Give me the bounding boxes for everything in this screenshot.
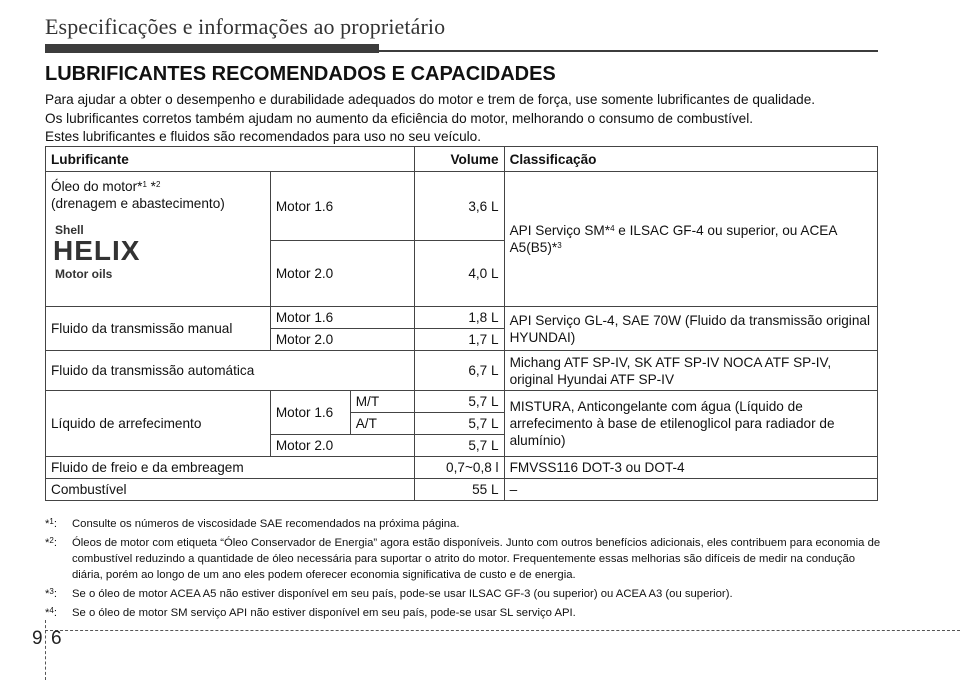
header-classification: Classificação [504,147,877,172]
volume-value: 1,7 L [414,329,504,351]
engine-label: Motor 2.0 [270,241,414,307]
footnote: *$^1$: Consulte os números de viscosidade SAE recomendados na próxima página. [45,517,460,530]
engine-label: Motor 2.0 [270,329,414,351]
classification-value: API Serviço SM*$^4$ e ILSAC GF-4 ou superior, ou ACEA A5(B5)*$^3$ [504,172,877,307]
footnotes [45,516,885,624]
volume-value: 5,7 L [414,413,504,435]
engine-label: Motor 1.6 [270,307,414,329]
volume-value: 5,7 L [414,435,504,457]
lubricant-label: Líquido de arrefecimento [46,391,271,457]
table-row [46,457,878,479]
classification-value: Michang ATF SP-IV, SK ATF SP-IV NOCA ATF SP-IV, original Hyundai ATF SP-IV [504,351,877,391]
lubricant-label: Fluido da transmissão automática [46,351,415,391]
section-title: LUBRIFICANTES RECOMENDADOS E CAPACIDADES [45,63,556,85]
classification-value: FMVSS116 DOT-3 ou DOT-4 [504,457,877,479]
lubricant-label: Combustível [46,479,415,501]
volume-value: 1,8 L [414,307,504,329]
table-row [46,307,878,329]
footnote: *$^2$: Óleos de motor com etiqueta “Óleo Conservador de Energia” agora estão disponíveis. Junto com outros benefícios adicionais, eles contribuem para economia de combustível reduzindo a quantidade de óleo necessária para suportar o atrito do motor. Frequentemente essas melhorias são difíceis de medir na condução diária, porém ao longo de um ano eles podem oferecer economia significativa de custo e de energia. [45,536,881,581]
footnote: *$^3$: Se o óleo de motor ACEA A5 não estiver disponível em seu país, pode-se usar ILSAC GF-3 (ou superior) ou ACEA A3 (ou superior). [45,587,733,600]
intro-line: Para ajudar a obter o desempenho e durabilidade adequados do motor e trem de força, use somente lubrificantes de qualidade. [45,92,816,107]
svg-text:HELIX: HELIX [53,235,141,266]
engine-label: Motor 1.6 [270,391,350,435]
engine-oil-sublabel: (drenagem e abastecimento) [51,196,225,211]
footnote: *$^4$: Se o óleo de motor SM serviço API não estiver disponível em seu país, pode-se usar SL serviço API. [45,606,576,619]
engine-label: Motor 1.6 [270,172,414,241]
header-lubricant: Lubrificante [46,147,415,172]
table-row [46,351,878,391]
classification-value: MISTURA, Anticongelante com água (Líquido de arrefecimento à base de etilenoglicol para radiador de alumínio) [504,391,877,457]
page-number: 6 [51,628,62,649]
lubricant-label: Fluido da transmissão manual [46,307,271,351]
volume-value: 6,7 L [414,351,504,391]
svg-text:Shell: Shell [55,223,84,237]
volume-value: 4,0 L [414,241,504,307]
engine-oil-cell [46,172,271,307]
table-row [46,391,878,413]
header-volume: Volume [414,147,504,172]
intro-line: Estes lubrificantes e fluidos são recomendados para uso no seu veículo. [45,129,482,144]
engine-oil-label: Óleo do motor*$^1$ *$^2$ [51,179,161,194]
page-header-title: Especificações e informações ao proprietário [45,14,446,39]
intro-paragraph [45,91,885,147]
svg-text:Motor oils: Motor oils [55,267,113,280]
classification-value: API Serviço GL-4, SAE 70W (Fluido da transmissão original HYUNDAI) [504,307,877,351]
classification-value: – [504,479,877,501]
footnote-text: Se o óleo de motor ACEA A5 não estiver disponível em seu país, pode-se usar ILSAC GF-3 (ou superior) ou ACEA A3 (ou superior). [72,588,733,600]
footnote-text: Se o óleo de motor SM serviço API não estiver disponível em seu país, pode-se usar SL serviço API. [72,607,576,619]
lubricants-table-body [45,146,878,501]
page-guide-horizontal [45,630,960,631]
page-guide-vertical [45,620,46,680]
volume-value: 5,7 L [414,391,504,413]
table-header-row [46,147,878,172]
engine-label: Motor 2.0 [270,435,414,457]
volume-value: 55 L [414,479,504,501]
volume-value: 3,6 L [414,172,504,241]
transmission-label: A/T [350,413,414,435]
intro-line: Os lubrificantes corretos também ajudam no aumento da eficiência do motor, melhorando o consumo de combustível. [45,110,753,126]
footnote-text: Óleos de motor com etiqueta “Óleo Conservador de Energia” agora estão disponíveis. Junto com outros benefícios adicionais, eles contribuem para economia de combustível reduzindo a quantidade de óleo necessária para suportar o atrito do motor. Frequentemente essas melhorias são difíceis de medir na condução diária, porém ao longo de um ano eles podem oferecer economia significativa de custo e de energia. [72,537,881,581]
chapter-number: 9 [32,628,43,649]
header-divider [45,50,878,52]
table-row [46,479,878,501]
table-row [46,172,878,241]
lubricant-label: Fluido de freio e da embreagem [46,457,415,479]
shell-helix-logo [51,222,181,280]
transmission-label: M/T [350,391,414,413]
volume-value: 0,7~0,8 l [414,457,504,479]
footnote-text: Consulte os números de viscosidade SAE recomendados na próxima página. [72,518,460,530]
